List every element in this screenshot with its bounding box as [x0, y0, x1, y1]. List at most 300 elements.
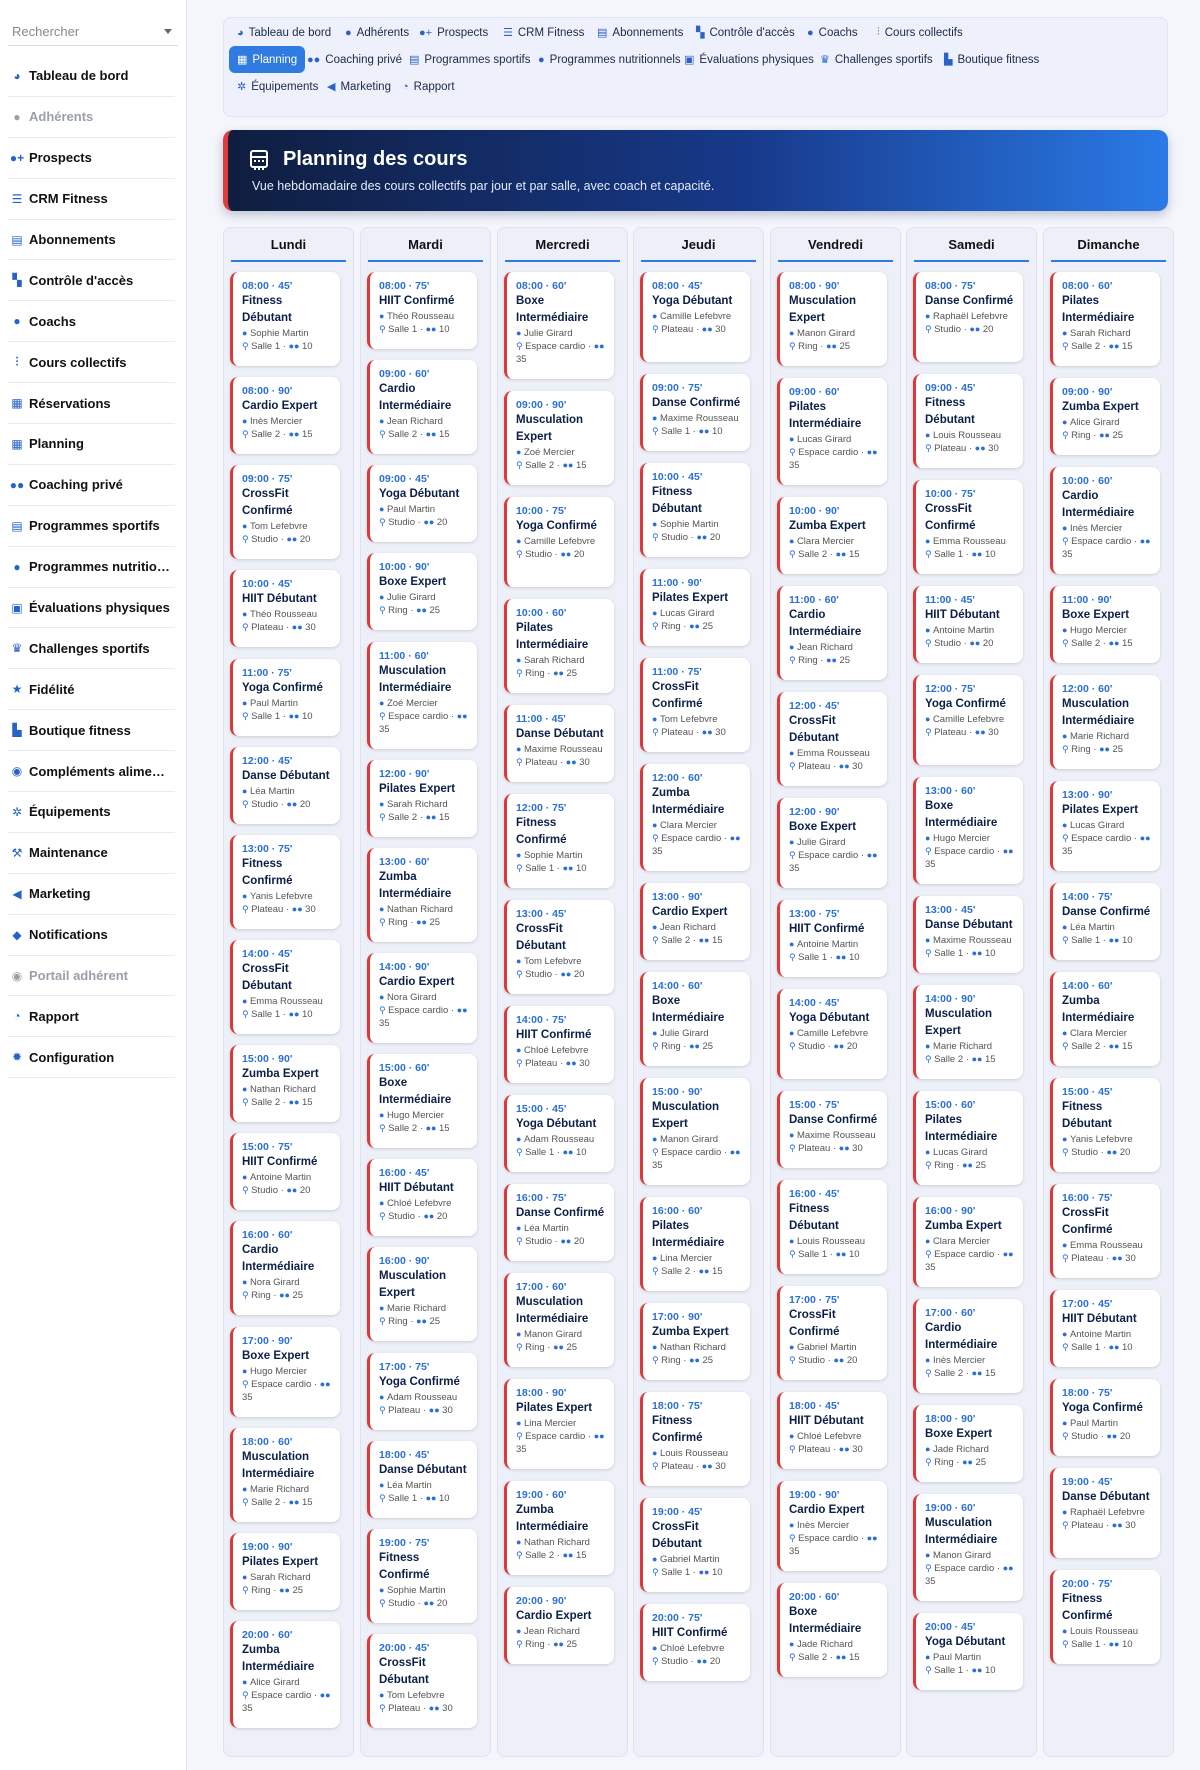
course-room: ⚲ Studio · ●● 20: [516, 1236, 585, 1247]
coach-name: Jean Richard: [386, 416, 443, 428]
coach-name: Tom Lefebvre: [523, 956, 582, 967]
course-time: 17:00 · 60': [516, 1281, 567, 1293]
user-icon: ●: [652, 1253, 660, 1263]
course-card[interactable]: [230, 1221, 340, 1315]
course-card[interactable]: [504, 599, 614, 693]
course-card[interactable]: [1050, 883, 1160, 960]
capacity: 20: [709, 1656, 721, 1667]
course-card[interactable]: [777, 798, 887, 888]
course-time: 12:00 · 60': [1062, 683, 1113, 695]
users-icon: ●●: [833, 1355, 847, 1365]
map-pin-icon: ⚲: [516, 757, 526, 767]
course-card[interactable]: [640, 272, 750, 362]
map-pin-icon: ⚲: [379, 1492, 389, 1503]
course-card[interactable]: [230, 377, 340, 454]
user-icon: ●: [242, 1571, 250, 1582]
course-time: 15:00 · 75': [789, 1099, 840, 1111]
coach-name: Lina Mercier: [523, 1418, 577, 1429]
course-card[interactable]: [367, 1159, 477, 1236]
course-card[interactable]: [640, 1392, 750, 1486]
nav-item-crm-fitness[interactable]: [495, 19, 592, 46]
course-card[interactable]: [913, 675, 1023, 765]
map-pin-icon: ⚲: [1062, 638, 1072, 648]
course-card[interactable]: [777, 1481, 887, 1571]
course-title: Cardio Intermédiaire: [379, 383, 452, 413]
nav-item-adherents[interactable]: [337, 19, 417, 46]
map-pin-icon: ⚲: [789, 952, 799, 962]
course-room: ⚲ Salle 1 · ●● 10: [925, 948, 996, 959]
course-card[interactable]: [504, 1006, 614, 1083]
map-pin-icon: ⚲: [242, 1009, 252, 1019]
room-name: Salle 1: [525, 863, 555, 874]
course-card[interactable]: [367, 360, 477, 454]
clipboard-user-icon: ▣: [11, 600, 23, 615]
capacity: 35: [242, 1391, 253, 1403]
course-card[interactable]: [1050, 1468, 1160, 1558]
user-icon: ●: [516, 1537, 524, 1547]
course-card[interactable]: [913, 985, 1023, 1079]
user-icon: ●: [242, 996, 250, 1006]
course-room: ⚲ Salle 1 · ●● 10: [242, 1009, 313, 1020]
sidebar-item-programmes-sportifs[interactable]: [8, 506, 175, 547]
course-card[interactable]: [913, 777, 1023, 884]
course-card[interactable]: [1050, 378, 1160, 455]
course-card[interactable]: [777, 586, 887, 680]
map-pin-icon: ⚲: [925, 443, 935, 453]
course-card[interactable]: [504, 1587, 614, 1664]
sidebar-item-rapport[interactable]: [8, 996, 175, 1037]
coach-name: Adam Rousseau: [523, 1134, 595, 1145]
sidebar-item-notifications[interactable]: [8, 915, 175, 956]
nav-item-evaluations-physiques[interactable]: [676, 46, 822, 73]
room-name: Ring: [798, 655, 818, 666]
course-time: 15:00 · 45': [516, 1103, 567, 1115]
sidebar-item-adherents[interactable]: [8, 97, 175, 138]
course-card[interactable]: [504, 1095, 614, 1172]
course-time: 11:00 · 90': [652, 577, 702, 589]
users-icon: ●●: [835, 549, 849, 559]
course-card[interactable]: [913, 586, 1023, 663]
course-title: Cardio Expert: [242, 400, 318, 413]
nav-item-planning[interactable]: [229, 46, 305, 73]
capacity: 35: [516, 354, 527, 365]
capacity: 15: [984, 1054, 996, 1065]
course-card[interactable]: [640, 374, 750, 451]
course-card[interactable]: [640, 569, 750, 646]
course-coach: [789, 327, 881, 340]
course-card[interactable]: [913, 480, 1023, 574]
course-room: ⚲ Plateau · ●● 30: [516, 757, 590, 768]
nav-item-cours-collectifs[interactable]: [869, 19, 971, 46]
course-card[interactable]: [913, 374, 1023, 468]
coach-name: Julie Girard: [523, 328, 573, 339]
course-card[interactable]: [230, 272, 340, 366]
course-card[interactable]: [777, 1392, 887, 1469]
course-title: Musculation Expert: [925, 1008, 993, 1037]
course-card[interactable]: [640, 1197, 750, 1291]
course-card[interactable]: [367, 1353, 477, 1430]
user-icon: ●: [925, 1652, 933, 1662]
course-card[interactable]: [640, 1498, 750, 1592]
course-card[interactable]: [777, 272, 887, 366]
sidebar-item-label: Notifications: [29, 927, 108, 943]
course-card[interactable]: [367, 1529, 477, 1623]
course-card[interactable]: [1050, 1290, 1160, 1367]
course-card[interactable]: [230, 465, 340, 559]
course-card[interactable]: [367, 760, 477, 837]
course-card[interactable]: [504, 272, 614, 379]
course-card[interactable]: [777, 1180, 887, 1274]
course-card[interactable]: [367, 642, 477, 749]
map-pin-icon: ⚲: [379, 710, 389, 721]
coach-name: Yanis Lefebvre: [1069, 1134, 1133, 1145]
search-select[interactable]: [8, 20, 178, 46]
course-time: 09:00 · 75': [652, 382, 703, 394]
nav-item-boutique-fitness[interactable]: [936, 46, 1047, 73]
coach-name: Louis Rousseau: [1069, 1626, 1139, 1637]
course-card[interactable]: [504, 705, 614, 782]
course-card[interactable]: [1050, 1184, 1160, 1278]
course-card[interactable]: [367, 1441, 477, 1518]
nav-item-equipements[interactable]: [229, 73, 326, 100]
users-icon: ●●: [971, 1368, 985, 1378]
nav-item-coaching-prive[interactable]: [299, 46, 410, 73]
course-card[interactable]: [913, 1197, 1023, 1287]
user-icon: ●: [379, 903, 387, 914]
course-card[interactable]: [230, 1327, 340, 1417]
sidebar-item-boutique-fitness[interactable]: [8, 710, 175, 751]
user-icon: ●: [925, 1444, 933, 1454]
sidebar-item-cours-collectifs[interactable]: [8, 342, 175, 383]
day-header: Mercredi: [505, 228, 620, 262]
users-icon: ●●: [423, 1597, 437, 1608]
room-name: Studio: [661, 1656, 689, 1667]
course-card[interactable]: [1050, 1570, 1160, 1664]
sidebar-item-challenges-sportifs[interactable]: [8, 628, 175, 669]
users-icon: ●●: [1002, 1249, 1014, 1259]
sidebar-item-maintenance[interactable]: [8, 833, 175, 874]
course-card[interactable]: [640, 1303, 750, 1380]
sidebar-item-programmes-nutritio[interactable]: [8, 547, 175, 588]
course-card[interactable]: [367, 553, 477, 630]
course-card[interactable]: [777, 989, 887, 1079]
course-card[interactable]: [913, 896, 1023, 973]
nav-item-tableau-de-bord[interactable]: [229, 19, 339, 46]
room-name: Plateau: [1071, 1253, 1104, 1264]
sidebar-item-crm-fitness[interactable]: [8, 179, 175, 220]
sidebar-item-abonnements[interactable]: [8, 220, 175, 261]
nav-item-abonnements[interactable]: [589, 19, 691, 46]
course-title: Pilates Expert: [652, 592, 729, 604]
day-header: Samedi: [914, 228, 1029, 262]
capacity: 20: [299, 1185, 311, 1197]
map-pin-icon: ⚲: [1062, 1431, 1072, 1441]
sidebar-item-controle-d-acces[interactable]: [8, 260, 175, 301]
nav-item-marketing[interactable]: [319, 73, 399, 100]
capacity: 30: [442, 1404, 453, 1416]
map-pin-icon: ⚲: [1062, 935, 1072, 945]
course-room: ⚲ Studio · ●● 20: [242, 1185, 311, 1197]
coach-name: Adam Rousseau: [386, 1391, 458, 1403]
user-icon: ●: [379, 1303, 387, 1314]
course-card[interactable]: [913, 272, 1023, 362]
course-card[interactable]: [367, 953, 477, 1043]
course-title: Cardio Expert: [379, 976, 455, 988]
map-pin-icon: ⚲: [652, 1041, 662, 1051]
course-coach: [379, 697, 471, 710]
course-time: 18:00 · 60': [242, 1435, 293, 1448]
course-card[interactable]: [640, 972, 750, 1066]
course-card[interactable]: [367, 272, 477, 349]
sidebar-item-configuration[interactable]: [8, 1037, 175, 1078]
course-card[interactable]: [777, 692, 887, 786]
sidebar-item-coachs[interactable]: [8, 301, 175, 342]
nav-item-prospects[interactable]: [411, 19, 496, 46]
course-coach: [242, 697, 334, 710]
dumbbell-icon: ⫶: [15, 354, 19, 369]
page-title: Planning des cours: [283, 148, 468, 170]
capacity: 10: [438, 324, 450, 335]
user-circle-icon: ◉: [11, 968, 23, 983]
course-card[interactable]: [367, 848, 477, 942]
users-icon: ●●: [1099, 430, 1113, 440]
course-card[interactable]: [230, 1045, 340, 1122]
course-card[interactable]: [777, 1091, 887, 1168]
course-room: ⚲ Espace cardio · ●● 35: [516, 1431, 605, 1455]
users-icon: ●●: [288, 429, 302, 440]
user-icon: ●: [652, 1643, 660, 1653]
course-card[interactable]: [913, 1091, 1023, 1185]
course-coach: [516, 327, 608, 340]
sidebar-item-reservations[interactable]: [8, 383, 175, 424]
course-time: 17:00 · 45': [1062, 1298, 1113, 1310]
course-room: ⚲ Salle 1 · ●● 10: [379, 324, 450, 335]
course-card[interactable]: [640, 658, 750, 752]
room-name: Ring: [388, 916, 408, 928]
course-room: ⚲ Salle 2 · ●● 15: [379, 811, 450, 823]
room-name: Plateau: [388, 1703, 421, 1714]
nav-item-coachs[interactable]: [799, 19, 866, 46]
nav-item-programmes-sportifs[interactable]: [401, 46, 539, 73]
course-title: Cardio Expert: [652, 906, 728, 918]
sidebar-item-portail-adherent[interactable]: [8, 956, 175, 997]
course-card[interactable]: [504, 1379, 614, 1469]
coach-name: Chloé Lefebvre: [523, 1045, 589, 1056]
course-room: ⚲ Ring · ●● 25: [789, 341, 851, 352]
capacity: 35: [925, 1262, 936, 1273]
course-card[interactable]: [777, 1286, 887, 1380]
coach-name: Sophie Martin: [249, 328, 309, 339]
course-card[interactable]: [367, 1054, 477, 1148]
course-card[interactable]: [504, 900, 614, 994]
course-coach: [652, 819, 744, 832]
course-title: Fitness Confirmé: [652, 1415, 703, 1444]
coach-name: Emma Rousseau: [796, 748, 870, 759]
course-card[interactable]: [230, 570, 340, 647]
map-pin-icon: ⚲: [516, 1058, 526, 1068]
map-pin-icon: ⚲: [242, 903, 252, 914]
day-column-dimanche: [1043, 227, 1174, 1757]
sidebar-item-complements-alime[interactable]: [8, 751, 175, 792]
course-card[interactable]: [230, 1428, 340, 1522]
user-icon: ●: [1062, 1240, 1070, 1250]
course-card[interactable]: [504, 391, 614, 485]
capacity: 35: [925, 1576, 936, 1587]
course-title: Yoga Confirmé: [242, 681, 323, 694]
course-coach: [379, 1109, 471, 1122]
users-icon: ●●: [969, 638, 983, 648]
course-card[interactable]: [1050, 675, 1160, 769]
course-coach: [925, 624, 1017, 637]
capacity: 25: [839, 655, 851, 666]
course-card[interactable]: [230, 940, 340, 1034]
course-card[interactable]: [777, 1583, 887, 1677]
course-card[interactable]: [640, 1604, 750, 1681]
course-card[interactable]: [1050, 972, 1160, 1066]
course-time: 11:00 · 60': [379, 649, 429, 662]
map-pin-icon: ⚲: [242, 534, 252, 545]
room-name: Salle 1: [661, 426, 691, 437]
user-icon: ●: [379, 311, 387, 321]
course-room: ⚲ Salle 1 · ●● 10: [242, 341, 313, 352]
day-column-lundi: [223, 227, 354, 1757]
chevron-down-icon[interactable]: [164, 29, 172, 34]
course-card[interactable]: [367, 465, 477, 542]
user-icon: ●: [789, 939, 797, 949]
course-title: CrossFit Confirmé: [242, 488, 293, 518]
map-pin-icon: ⚲: [925, 846, 935, 856]
sidebar-item-tableau-de-bord[interactable]: [8, 56, 175, 97]
course-card[interactable]: [230, 747, 340, 824]
map-pin-icon: ⚲: [379, 429, 389, 440]
nav-item-challenges-sportifs[interactable]: [812, 46, 941, 73]
course-card[interactable]: [1050, 1379, 1160, 1456]
capacity: 25: [975, 1160, 987, 1171]
course-card[interactable]: [504, 1273, 614, 1367]
course-card[interactable]: [640, 1078, 750, 1185]
course-title: Fitness Débutant: [242, 295, 292, 324]
course-card[interactable]: [913, 1613, 1023, 1690]
capacity: 30: [715, 727, 726, 738]
room-name: Salle 1: [388, 324, 418, 335]
course-card[interactable]: [1050, 586, 1160, 663]
course-card[interactable]: [230, 1533, 340, 1610]
sidebar-item-evaluations-physiques[interactable]: [8, 588, 175, 629]
course-card[interactable]: [504, 794, 614, 888]
course-title: Boxe Intermédiaire: [652, 995, 725, 1024]
course-card[interactable]: [1050, 781, 1160, 871]
users-icon: ●●: [425, 429, 439, 440]
coach-name: Emma Rousseau: [249, 996, 323, 1007]
course-card[interactable]: [777, 497, 887, 574]
capacity: 25: [702, 1355, 714, 1366]
course-card[interactable]: [230, 835, 340, 929]
coach-name: Raphaël Lefebvre: [932, 311, 1008, 322]
coach-name: Louis Rousseau: [932, 430, 1002, 441]
course-card[interactable]: [230, 659, 340, 736]
course-card[interactable]: [1050, 1078, 1160, 1172]
capacity: 30: [1125, 1520, 1136, 1531]
course-card[interactable]: [777, 900, 887, 977]
coach-name: Camille Lefebvre: [523, 536, 596, 547]
course-title: Musculation Expert: [379, 1270, 447, 1300]
room-name: Plateau: [798, 1143, 831, 1154]
course-card[interactable]: [504, 1481, 614, 1575]
map-pin-icon: ⚲: [1062, 1639, 1072, 1649]
sidebar-item-prospects[interactable]: [8, 138, 175, 179]
sidebar-item-marketing[interactable]: [8, 874, 175, 915]
nav-item-programmes-nutritionnels[interactable]: [530, 46, 689, 73]
pills-icon: ◉: [11, 764, 23, 779]
course-room: ⚲ Plateau · ●● 30: [379, 1404, 453, 1416]
course-time: 20:00 · 60': [789, 1591, 840, 1603]
course-card[interactable]: [640, 883, 750, 960]
course-card[interactable]: [1050, 467, 1160, 574]
bullhorn-icon: ◀: [327, 81, 336, 93]
course-card[interactable]: [913, 1405, 1023, 1482]
map-pin-icon: ⚲: [789, 1249, 799, 1259]
sidebar-item-equipements[interactable]: [8, 792, 175, 833]
course-title: Zumba Expert: [925, 1220, 1002, 1232]
coach-name: Manon Girard: [932, 1550, 992, 1561]
course-card[interactable]: [1050, 272, 1160, 366]
course-card[interactable]: [913, 1494, 1023, 1601]
course-card[interactable]: [640, 463, 750, 557]
users-icon: ●●: [729, 1147, 741, 1157]
course-coach: [789, 535, 881, 548]
course-time: 12:00 · 45': [242, 754, 293, 767]
course-time: 08:00 · 60': [516, 280, 567, 292]
course-card[interactable]: [367, 1634, 477, 1728]
course-coach: [789, 836, 881, 849]
sidebar-item-coaching-prive[interactable]: [8, 465, 175, 506]
coach-name: Marie Richard: [1069, 731, 1130, 742]
course-card[interactable]: [230, 1621, 340, 1728]
capacity: 20: [573, 969, 585, 980]
nav-item-controle-d-acces[interactable]: [688, 19, 803, 46]
course-card[interactable]: [777, 378, 887, 485]
capacity: 20: [299, 534, 311, 546]
nav-item-label: Programmes nutritionnels: [549, 53, 681, 66]
course-card[interactable]: [504, 497, 614, 587]
cart-icon: ▙: [944, 54, 953, 66]
course-card[interactable]: [367, 1247, 477, 1341]
sidebar-item-fidelite[interactable]: [8, 669, 175, 710]
coach-name: Chloé Lefebvre: [659, 1643, 725, 1654]
course-time: 12:00 · 90': [379, 767, 430, 780]
calendar-icon: ▦: [237, 54, 248, 66]
capacity: 30: [1125, 1253, 1136, 1264]
users-icon: ●●: [969, 324, 983, 334]
course-card[interactable]: [230, 1133, 340, 1210]
coach-name: Antoine Martin: [932, 625, 995, 636]
course-title: Musculation Expert: [652, 1101, 720, 1130]
sidebar-item-planning[interactable]: [8, 424, 175, 465]
capacity: 20: [436, 1211, 448, 1223]
room-name: Plateau: [251, 622, 284, 634]
user-icon: ●: [789, 536, 797, 546]
nav-item-rapport[interactable]: [394, 73, 463, 100]
course-card[interactable]: [913, 1299, 1023, 1393]
course-card[interactable]: [640, 764, 750, 871]
capacity: 10: [301, 710, 313, 722]
room-name: Espace cardio: [934, 846, 995, 857]
capacity: 15: [711, 935, 723, 946]
course-time: 13:00 · 75': [789, 908, 840, 920]
course-card[interactable]: [504, 1184, 614, 1261]
users-icon: ●●: [729, 833, 741, 843]
map-pin-icon: ⚲: [242, 1097, 252, 1108]
